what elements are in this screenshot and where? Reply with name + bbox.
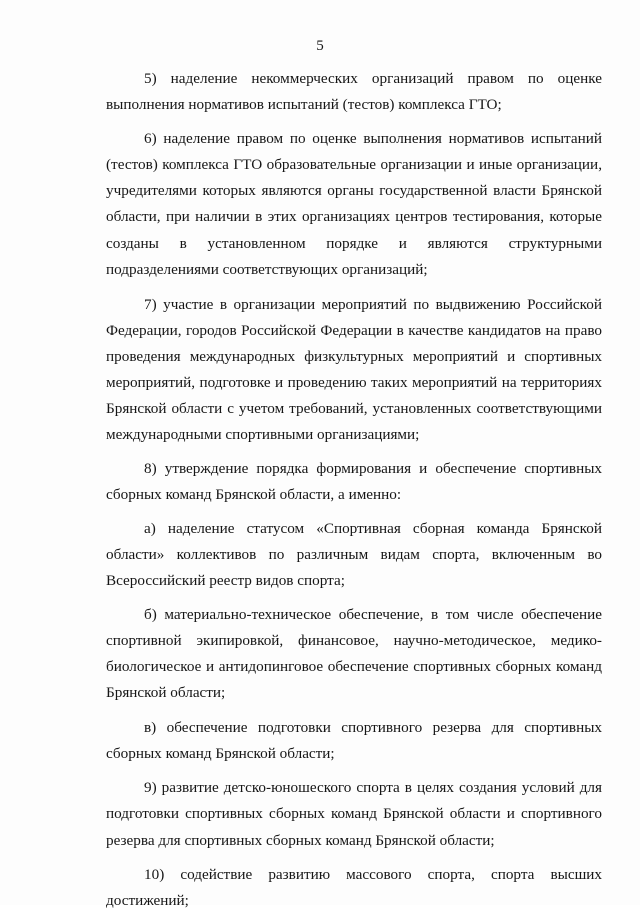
paragraph-item-8v: в) обеспечение подготовки спортивного резерва для спортивных сборных команд Брянской области; xyxy=(106,719,602,763)
paragraph-item-10: 10) содействие развитию массового спорта, спорта высших достижений; xyxy=(106,865,602,909)
paragraph-item-8: 8) утверждение порядка формирования и обеспечение спортивных сборных команд Брянской области, а именно: xyxy=(106,460,602,504)
paragraph-item-5: 5) наделение некоммерческих организаций правом по оценке выполнения нормативов испытаний (тестов) комплекса ГТО; xyxy=(106,70,602,114)
paragraph-item-9: 9) развитие детско-юношеского спорта в целях создания условий для подготовки спортивных сборных команд Брянской области и спортивного резерва для спортивных сборных команд Брянской области; xyxy=(106,779,602,849)
paragraph-item-7: 7) участие в организации мероприятий по выдвижению Российской Федерации, городов Российской Федерации в качестве кандидатов на право проведения международных физкультурных мероприятий и спортивных мероприятий, подготовке и проведению таких мероприятий на территориях Брянской области с учетом требований, установленных соответствующими международными спортивными организациями; xyxy=(106,295,602,444)
page-number: 5 xyxy=(316,38,324,54)
paragraph-item-8a: а) наделение статусом «Спортивная сборная команда Брянской области» коллективов по различным видам спорта, включенным во Всероссийский реестр видов спорта; xyxy=(106,519,602,589)
paragraph-item-6: 6) наделение правом по оценке выполнения нормативов испытаний (тестов) комплекса ГТО образовательные организации и иные организации, учредителями которых являются органы государственной власти Брянской области, при наличии в этих организациях центров тестирования, которые созданы в установленном порядке и являются структурными подразделениями соответствующих организаций; xyxy=(106,130,602,278)
document-body xyxy=(106,66,602,914)
paragraph-item-8b: б) материально-техническое обеспечение, в том числе обеспечение спортивной экипировкой, финансовое, научно-методическое, медико-биологическое и антидопинговое обеспечение спортивных сборных команд Брянской области; xyxy=(106,605,602,702)
